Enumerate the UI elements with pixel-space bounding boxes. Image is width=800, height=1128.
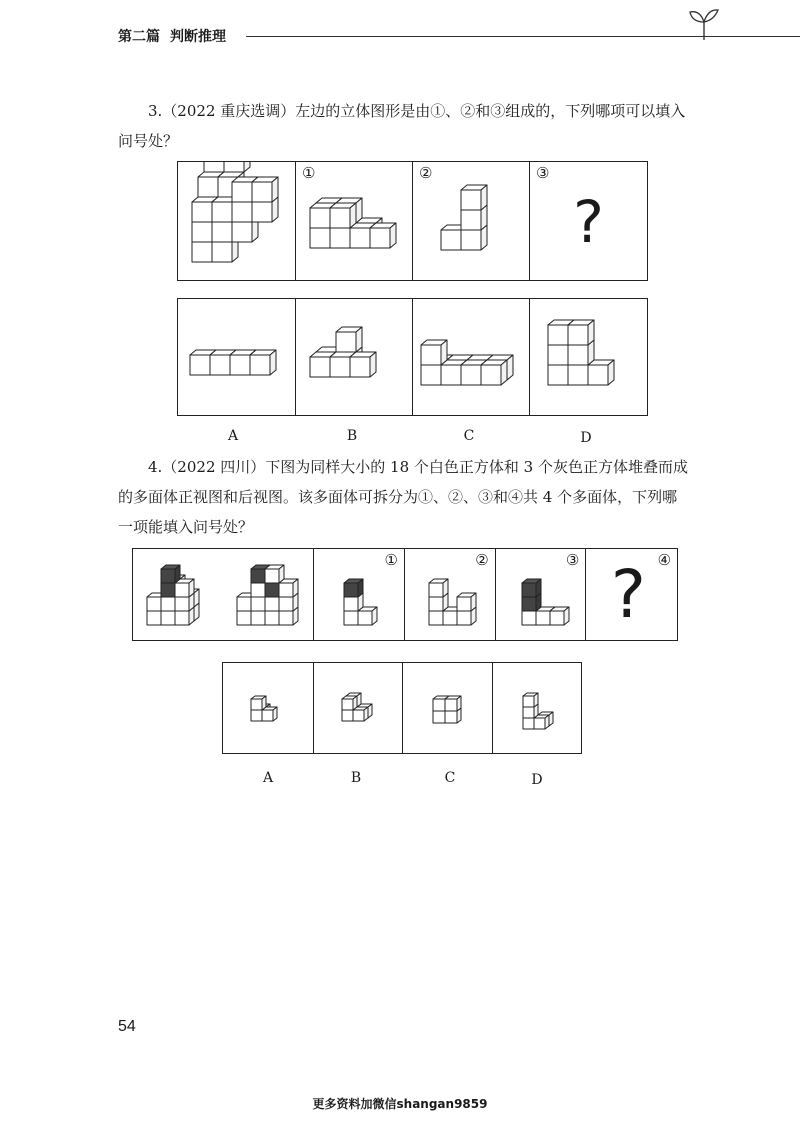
q3-question-mark: ? (573, 188, 604, 256)
q3-label-b: B (346, 428, 358, 444)
white-cube (421, 340, 447, 365)
q3-line1: 3.（2022 重庆选调）左边的立体图形是由①、②和③组成的，下列哪项可以填入 (148, 102, 686, 120)
white-cube (342, 696, 357, 710)
q3-option-d[interactable] (530, 299, 647, 415)
q4-option-d[interactable] (493, 663, 582, 753)
q3-option-c[interactable] (413, 299, 530, 415)
q3-part-1 (296, 162, 413, 280)
q3-figure-row (177, 161, 648, 281)
q3-option-a[interactable] (178, 299, 296, 415)
q3-part-2-label: ② (419, 164, 433, 182)
q4-stem (118, 452, 722, 542)
q4-line2: 的多面体正视图和后视图。该多面体可拆分为①、②、③和④共 4 个多面体，下列哪 (118, 488, 678, 506)
q4-part-3 (496, 549, 587, 640)
q3-option-b[interactable] (296, 299, 413, 415)
white-cube (370, 223, 396, 248)
q3-options-row (177, 298, 648, 416)
q3-label-a: A (227, 428, 239, 444)
page-number: 54 (118, 1018, 136, 1035)
white-cube (330, 203, 356, 228)
white-cube (175, 579, 194, 597)
white-cube (445, 696, 461, 711)
q3-composite-figure (178, 162, 296, 280)
q4-option-c[interactable] (403, 663, 493, 753)
q4-line1: 4.（2022 四川）下图为同样大小的 18 个白色正方体和 3 个灰色正方体堆叠而成 (148, 458, 688, 476)
q4-part-1-label: ① (384, 551, 398, 569)
q4-option-a[interactable] (223, 663, 314, 753)
q4-front-back-views (133, 549, 314, 640)
q4-part-2 (405, 549, 496, 640)
q4-part-1 (314, 549, 405, 640)
q4-label-c: C (444, 770, 456, 786)
white-cube (353, 707, 368, 721)
q4-part-3-label: ③ (565, 551, 580, 569)
white-cube (588, 360, 614, 385)
q3-label-c: C (463, 428, 475, 444)
white-cube (461, 185, 487, 210)
q4-label-d: D (531, 772, 543, 788)
white-cube (523, 693, 538, 707)
footer-note: 更多资料加微信shangan9859 (312, 1097, 488, 1111)
white-cube (336, 327, 362, 352)
white-cube (265, 565, 284, 583)
q3-stem (118, 96, 722, 156)
white-cube (252, 177, 278, 202)
q4-options-row (222, 662, 582, 754)
white-cube (262, 707, 277, 721)
white-cube (224, 162, 250, 172)
q4-line3: 一项能填入问号处？ (118, 518, 254, 536)
q4-figure-row (132, 548, 678, 641)
q4-label-a: A (262, 770, 274, 786)
white-cube (568, 320, 594, 345)
white-cube (457, 593, 476, 611)
q3-line2: 问号处？ (118, 132, 179, 150)
q3-part-3 (530, 162, 647, 280)
white-cube (279, 579, 298, 597)
header-title (118, 26, 236, 46)
white-cube (550, 607, 569, 625)
gray-cube (522, 579, 541, 597)
page-header (118, 22, 718, 52)
header-chapter: 判断推理 (170, 29, 226, 45)
q4-label-b: B (350, 770, 362, 786)
q3-part-3-label: ③ (536, 164, 550, 182)
q4-part-4-label: ④ (657, 551, 672, 569)
white-cube (251, 696, 266, 710)
q3-label-d: D (580, 430, 592, 446)
q4-option-b[interactable] (314, 663, 404, 753)
header-section: 第二篇 (118, 29, 160, 45)
white-cube (350, 352, 376, 377)
sprout-icon (684, 0, 724, 44)
white-cube (481, 360, 507, 385)
q3-part-1-label: ① (302, 164, 316, 182)
gray-cube (344, 579, 363, 597)
white-cube (358, 607, 377, 625)
white-cube (534, 715, 549, 729)
white-cube (250, 350, 276, 375)
q4-part-2-label: ② (475, 551, 489, 569)
q4-part-4 (586, 549, 677, 640)
gray-cube (161, 565, 180, 583)
white-cube (429, 579, 448, 597)
q3-part-2 (413, 162, 530, 280)
q4-question-mark: ? (610, 556, 646, 633)
